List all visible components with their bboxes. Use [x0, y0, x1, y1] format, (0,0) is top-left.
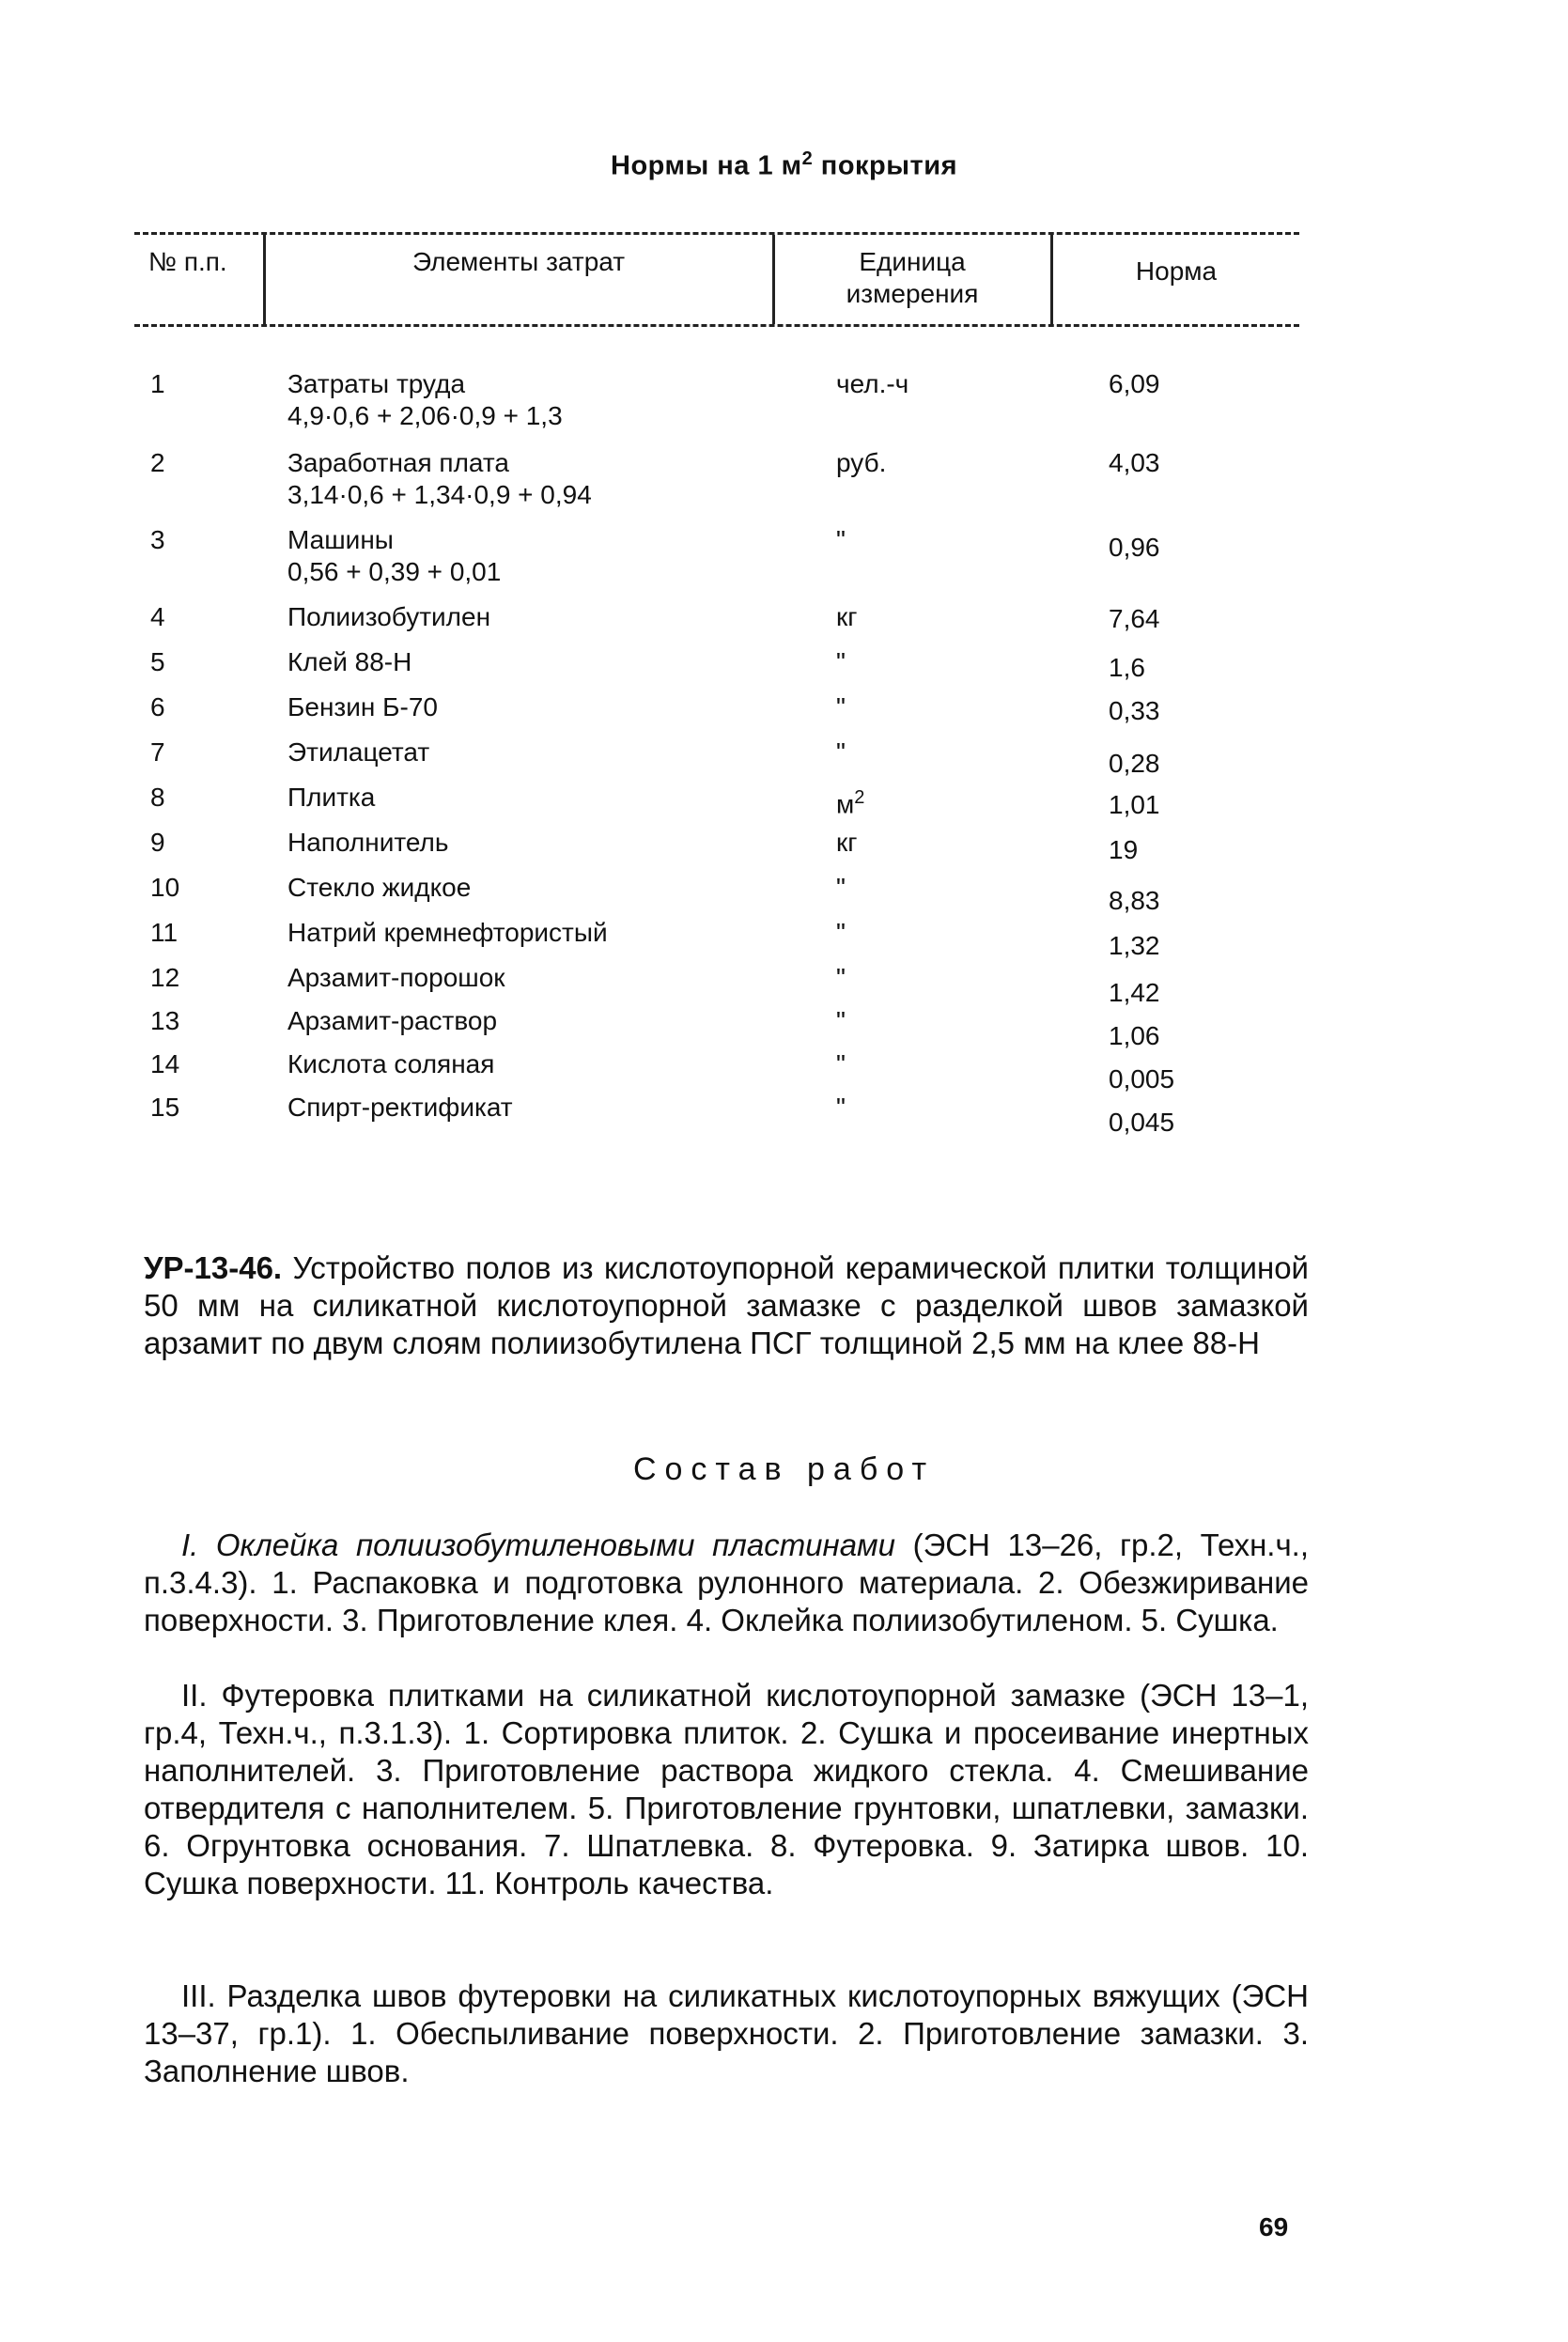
row-unit	[836, 368, 908, 400]
row-element-label: Стекло жидкое	[287, 873, 472, 902]
row-norm: 0,96	[1109, 533, 1160, 562]
row-element-name	[287, 782, 375, 814]
row-element-label: Машины	[287, 525, 394, 554]
works-heading: Состав работ	[632, 1451, 936, 1487]
row-norm: 7,64	[1109, 604, 1160, 633]
row-formula: 0,56 + 0,39 + 0,01	[287, 557, 502, 586]
row-unit-label: руб.	[836, 448, 887, 477]
row-unit	[836, 1048, 846, 1080]
row-unit-label: "	[836, 873, 846, 902]
row-unit	[836, 782, 864, 820]
row-element-name	[287, 962, 505, 994]
row-number: 12	[150, 963, 180, 992]
row-number: 7	[150, 737, 165, 767]
row-element-label: Бензин Б-70	[287, 692, 438, 721]
row-element-label: Арзамит-порошок	[287, 963, 505, 992]
row-unit-label: "	[836, 692, 846, 721]
row-norm: 0,28	[1109, 749, 1160, 778]
row-element-name	[287, 1048, 494, 1080]
row-element-name	[287, 601, 490, 633]
table-title: Нормы на 1 $м^2$ покрытия	[611, 148, 957, 181]
section-code: УР-13-46.	[144, 1250, 283, 1285]
row-element-name	[287, 737, 429, 768]
row-unit-label: чел.-ч	[836, 369, 909, 398]
row-unit	[836, 872, 846, 904]
row-number: 9	[150, 828, 165, 857]
section-description: Устройство полов из кислотоупорной керамической плитки толщиной 50 мм на силикатной кислотоупорной замазке с разделкой швов замазкой арзамит по двум слоям полиизобутилена ПСГ толщиной 2,5 мм на клее 88-Н	[144, 1250, 1309, 1360]
work-item: III. Разделка швов футеровки на силикатных кислотоупорных вяжущих (ЭСН 13–37, гр.1). 1. Обеспыливание поверхности. 2. Приготовление замазки. 3. Заполнение швов.	[144, 1978, 1309, 2088]
row-unit	[836, 737, 846, 768]
row-unit-label: "	[836, 963, 846, 992]
row-unit-label: кг	[836, 602, 858, 631]
row-number: 11	[150, 918, 179, 947]
row-number: 6	[150, 692, 165, 721]
row-element-label: Полиизобутилен	[287, 602, 491, 631]
row-norm: 19	[1109, 835, 1139, 864]
row-norm: 0,045	[1109, 1108, 1175, 1137]
row-unit-exponent: 2	[854, 787, 865, 808]
row-element-name	[287, 646, 411, 678]
header-unit-line2: измерения	[846, 279, 979, 308]
row-number: 3	[150, 525, 165, 554]
row-unit	[836, 447, 886, 479]
row-element-name	[287, 691, 438, 723]
row-number: 10	[150, 873, 180, 902]
header-unit	[776, 246, 1048, 310]
row-element-name	[287, 447, 592, 511]
row-element-label: Затраты труда	[287, 369, 466, 398]
row-norm: 1,42	[1109, 978, 1160, 1007]
header-num: № п.п.	[148, 247, 227, 276]
row-element-name	[287, 368, 563, 432]
row-element-label: Спирт-ректификат	[287, 1093, 513, 1122]
row-norm: 0,005	[1109, 1064, 1175, 1093]
row-norm: 1,6	[1109, 653, 1145, 682]
row-element-name	[287, 1005, 497, 1037]
row-number: 4	[150, 602, 165, 631]
row-unit	[836, 524, 846, 556]
header-divider	[263, 235, 266, 324]
row-unit	[836, 646, 846, 678]
row-norm: 1,32	[1109, 931, 1160, 960]
row-number: 14	[150, 1049, 180, 1078]
row-number: 15	[150, 1093, 180, 1122]
header-unit-line1: Единица	[859, 247, 966, 276]
row-unit-label: "	[836, 1049, 846, 1078]
row-element-name	[287, 524, 501, 588]
header-divider	[772, 235, 775, 324]
table-header-top-rule	[134, 232, 1299, 235]
row-norm: 4,03	[1109, 448, 1160, 477]
row-element-name	[287, 827, 448, 859]
row-unit-label: "	[836, 918, 846, 947]
row-number: 2	[150, 448, 165, 477]
section-title	[144, 1249, 1309, 1362]
table-header-bottom-rule	[134, 324, 1299, 327]
row-element-label: Заработная плата	[287, 448, 509, 477]
row-element-label: Клей 88-Н	[287, 647, 412, 676]
row-unit-label: "	[836, 1006, 846, 1035]
row-unit	[836, 962, 846, 994]
header-element: Элементы затрат	[411, 247, 626, 276]
row-element-label: Плитка	[287, 783, 376, 812]
row-unit	[836, 601, 857, 633]
row-unit-label: м	[836, 789, 855, 819]
row-unit	[836, 1005, 846, 1037]
row-element-name	[287, 917, 608, 949]
row-element-name	[287, 1092, 513, 1124]
row-number: 5	[150, 647, 165, 676]
row-norm: 6,09	[1109, 369, 1160, 398]
row-unit	[836, 691, 846, 723]
header-norm: Норма	[1135, 256, 1218, 286]
row-unit-label: "	[836, 525, 846, 554]
work-item: I. Оклейка полиизобутиленовыми пластинами (ЭСН 13–26, гр.2, Техн.ч., п.3.4.3). 1. Распаковка и подготовка рулонного материала. 2. Обезжиривание поверхности. 3. Приготовление клея. 4. Оклейка полиизобутиленом. 5. Сушка.	[144, 1528, 1309, 1637]
row-formula: 4,9·0,6 + 2,06·0,9 + 1,3	[287, 401, 563, 430]
header-divider	[1050, 235, 1053, 324]
row-element-label: Кислота соляная	[287, 1049, 495, 1078]
row-norm: 1,06	[1109, 1021, 1160, 1050]
row-unit	[836, 1092, 846, 1124]
row-unit-label: кг	[836, 828, 858, 857]
row-number: 8	[150, 783, 165, 812]
row-norm: 1,01	[1109, 790, 1160, 819]
row-unit-label: "	[836, 737, 846, 767]
row-unit-label: "	[836, 647, 846, 676]
row-norm: 8,83	[1109, 886, 1160, 915]
row-element-label: Этилацетат	[287, 737, 430, 767]
row-element-name	[287, 872, 471, 904]
row-unit	[836, 827, 857, 859]
row-element-label: Наполнитель	[287, 828, 449, 857]
row-number: 1	[150, 369, 165, 398]
row-element-label: Натрий кремнефтористый	[287, 918, 608, 947]
page-number: 69	[1259, 2212, 1289, 2241]
row-element-label: Арзамит-раствор	[287, 1006, 498, 1035]
row-formula: 3,14·0,6 + 1,34·0,9 + 0,94	[287, 480, 592, 509]
row-norm: 0,33	[1109, 696, 1160, 725]
row-unit-label: "	[836, 1093, 846, 1122]
row-unit	[836, 917, 846, 949]
work-item: II. Футеровка плитками на силикатной кислотоупорной замазке (ЭСН 13–1, гр.4, Техн.ч., п.3.1.3). 1. Сортировка плиток. 2. Сушка и просеивание инертных наполнителей. 3. Приготовление раствора жидкого стекла. 4. Смешивание отвердителя с наполнителем. 5. Приготовление грунтовки, шпатлевки, замазки. 6. Огрунтовка основания. 7. Шпатлевка. 8. Футеровка. 9. Затирка швов. 10. Сушка поверхности. 11. Контроль качества.	[144, 1678, 1309, 1900]
row-number: 13	[150, 1006, 180, 1035]
